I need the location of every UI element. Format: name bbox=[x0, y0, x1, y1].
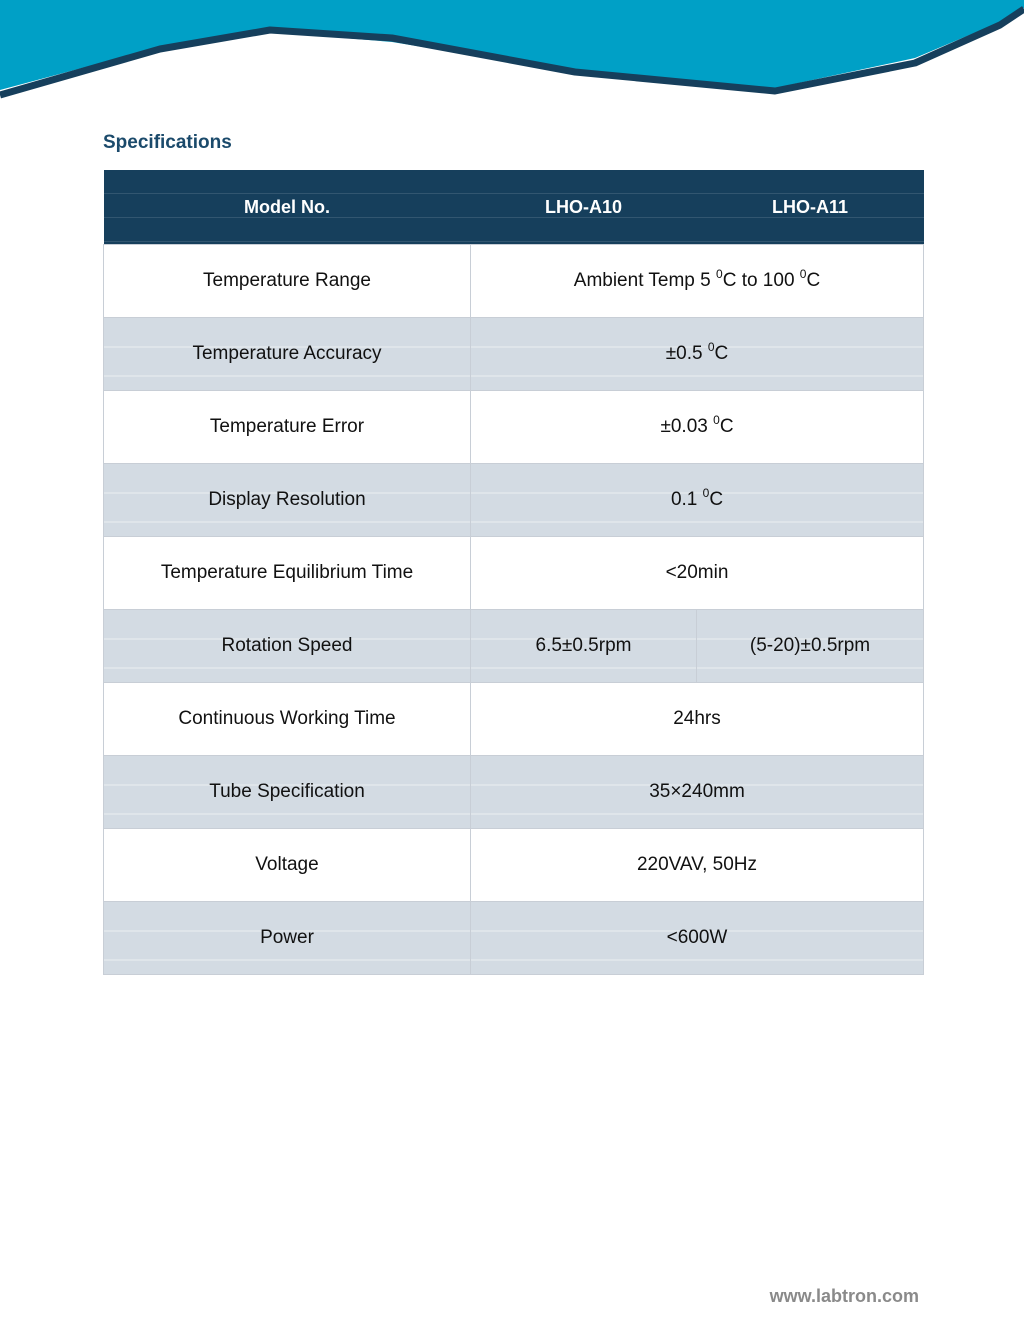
row-label: Display Resolution bbox=[104, 464, 471, 537]
row-value: ±0.03 $^0$C bbox=[471, 391, 924, 464]
table-row bbox=[104, 318, 924, 391]
table-row bbox=[104, 610, 924, 683]
table-row bbox=[104, 537, 924, 610]
row-label: Temperature Equilibrium Time bbox=[104, 537, 471, 610]
row-value: 35×240mm bbox=[471, 756, 924, 829]
row-label: Temperature Accuracy bbox=[104, 318, 471, 391]
footer-website-link[interactable]: www.labtron.com bbox=[769, 1286, 919, 1306]
row-label: Power bbox=[104, 902, 471, 975]
header-model-b: LHO-A11 bbox=[697, 170, 924, 245]
row-value: 0.1 $^0$C bbox=[471, 464, 924, 537]
row-value: 220VAV, 50Hz bbox=[471, 829, 924, 902]
table-row bbox=[104, 391, 924, 464]
row-value-b: (5-20)±0.5rpm bbox=[697, 610, 924, 683]
table-row bbox=[104, 902, 924, 975]
specifications-table bbox=[103, 170, 924, 975]
row-value: Ambient Temp 5 $^0$C to 100 $^0$C bbox=[471, 245, 924, 318]
row-label: Voltage bbox=[104, 829, 471, 902]
row-label: Continuous Working Time bbox=[104, 683, 471, 756]
table-row bbox=[104, 756, 924, 829]
row-value: ±0.5 $^0$C bbox=[471, 318, 924, 391]
table-row bbox=[104, 829, 924, 902]
table-row bbox=[104, 245, 924, 318]
banner-fill bbox=[0, 0, 1024, 90]
row-label: Temperature Range bbox=[104, 245, 471, 318]
table-header-row bbox=[104, 170, 924, 245]
row-value: 24hrs bbox=[471, 683, 924, 756]
row-label: Tube Specification bbox=[104, 756, 471, 829]
section-title: Specifications bbox=[103, 132, 232, 153]
table-row bbox=[104, 464, 924, 537]
table-row bbox=[104, 683, 924, 756]
header-banner bbox=[0, 0, 1024, 110]
row-label: Temperature Error bbox=[104, 391, 471, 464]
row-value-a: 6.5±0.5rpm bbox=[471, 610, 697, 683]
row-value: <20min bbox=[471, 537, 924, 610]
header-model-a: LHO-A10 bbox=[471, 170, 697, 245]
header-model-label: Model No. bbox=[104, 170, 471, 245]
row-label: Rotation Speed bbox=[104, 610, 471, 683]
row-value: <600W bbox=[471, 902, 924, 975]
